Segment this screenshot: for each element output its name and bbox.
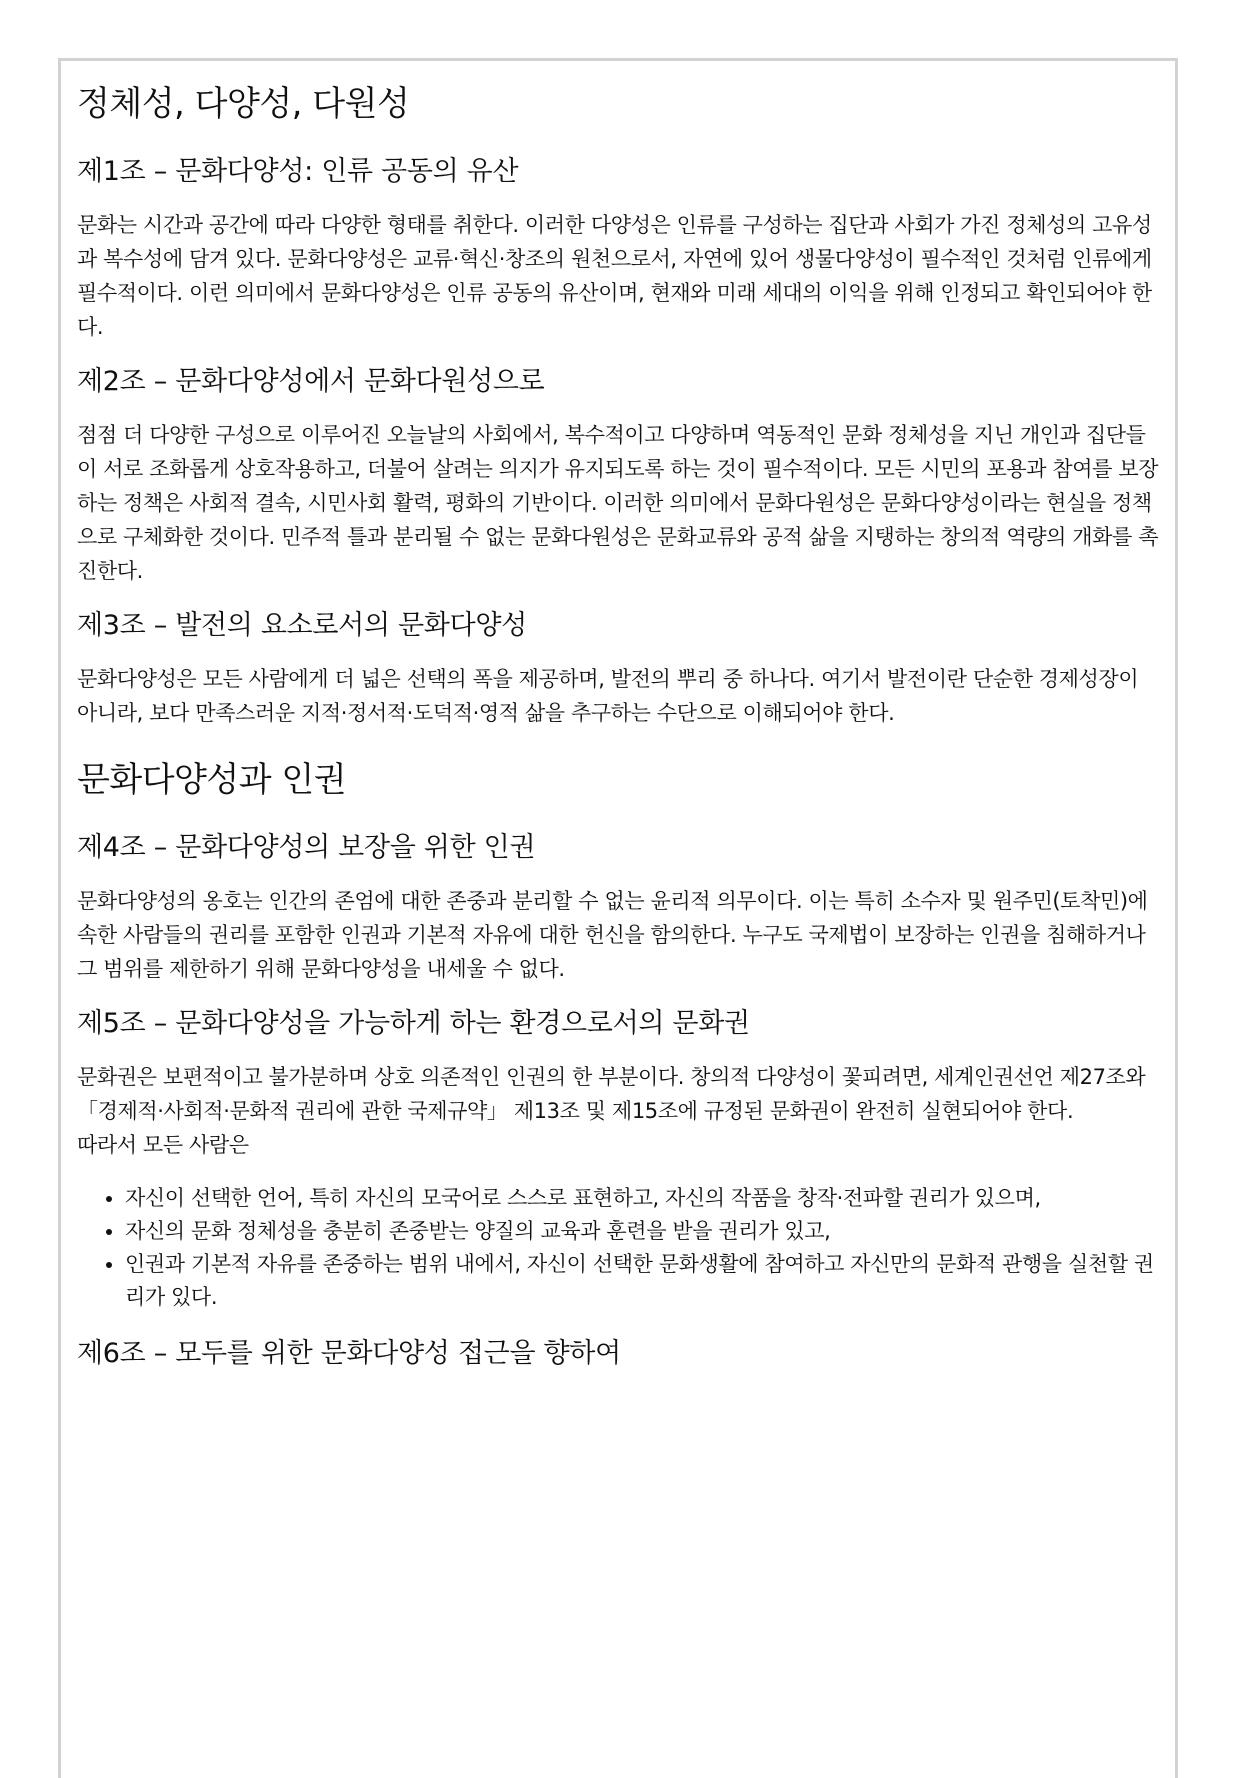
article-2-body: 점점 더 다양한 구성으로 이루어진 오늘날의 사회에서, 복수적이고 다양하며 역동적인 문화 정체성을 지닌 개인과 집단들이 서로 조화롭게 상호작용하고, 더불어 살려는 의지가 유지되도록 하는 것이 필수적이다. 모든 시민의 포용과 참여를 보장하는 정책은 사회적 결속, 시민사회 활력, 평화의 기반이다. 이러한 의미에서 문화다원성은 문화다양성이라는 현실을 정책으로 구체화한 것이다. 민주적 틀과 분리될 수 없는 문화다원성은 문화교류와 공적 삶을 지탱하는 창의적 역량의 개화를 촉진한다. (77, 423, 1159, 583)
article-4-body: 문화다양성의 옹호는 인간의 존엄에 대한 존중과 분리할 수 없는 윤리적 의무이다. 이는 특히 소수자 및 원주민(토착민)에 속한 사람들의 권리를 포함한 인권과 기본적 자유에 대한 헌신을 함의한다. 누구도 국제법이 보장하는 인권을 침해하거나 그 범위를 제한하기 위해 문화다양성을 내세울 수 없다. (77, 889, 1148, 981)
list-item: • 자신이 선택한 언어, 특히 자신의 모국어로 스스로 표현하고, 자신의 작품을 창작·전파할 권리가 있으며, (125, 1182, 1160, 1215)
article-5-heading: 제5조 – 문화다양성을 가능하게 하는 환경으로서의 문화권 (77, 1008, 750, 1039)
section-title-identity: 정체성, 다양성, 다원성 (77, 84, 410, 124)
article-1-heading: 제1조 – 문화다양성: 인류 공동의 유산 (77, 156, 519, 187)
article-5-body-block (77, 1060, 1160, 1162)
list-item: • 인권과 기본적 자유를 존중하는 범위 내에서, 자신이 선택한 문화생활에 참여하고 자신만의 문화적 관행을 실천할 권리가 있다. (125, 1248, 1160, 1314)
article-3-heading: 제3조 – 발전의 요소로서의 문화다양성 (77, 610, 527, 641)
article-2-heading: 제2조 – 문화다양성에서 문화다원성으로 (77, 366, 545, 397)
article-3-body: 문화다양성은 모든 사람에게 더 넓은 선택의 폭을 제공하며, 발전의 뿌리 중 하나다. 여기서 발전이란 단순한 경제성장이 아니라, 보다 만족스러운 지적·정서적·도덕적·영적 삶을 추구하는 수단으로 이해되어야 한다. (77, 667, 1139, 725)
article-6-heading: 제6조 – 모두를 위한 문화다양성 접근을 향하여 (77, 1338, 621, 1369)
article-5-rights-list (77, 1182, 1160, 1314)
section-title-human-rights: 문화다양성과 인권 (77, 760, 347, 800)
article-4-heading: 제4조 – 문화다양성의 보장을 위한 인권 (77, 832, 536, 863)
article-5-lead: 따라서 모든 사람은 (77, 1133, 249, 1157)
document-content (77, 80, 1160, 1390)
article-1-body: 문화는 시간과 공간에 따라 다양한 형태를 취한다. 이러한 다양성은 인류를 구성하는 집단과 사회가 가진 정체성의 고유성과 복수성에 담겨 있다. 문화다양성은 교류·혁신·창조의 원천으로서, 자연에 있어 생물다양성이 필수적인 것처럼 인류에게 필수적이다. 이런 의미에서 문화다양성은 인류 공동의 유산이며, 현재와 미래 세대의 이익을 위해 인정되고 확인되어야 한다. (77, 213, 1152, 339)
article-5-body: 문화권은 보편적이고 불가분하며 상호 의존적인 인권의 한 부분이다. 창의적 다양성이 꽃피려면, 세계인권선언 제27조와 「경제적·사회적·문화적 권리에 관한 국제규약」 제13조 및 제15조에 규정된 문화권이 완전히 실현되어야 한다. (77, 1065, 1146, 1123)
list-item: • 자신의 문화 정체성을 충분히 존중받는 양질의 교육과 훈련을 받을 권리가 있고, (125, 1215, 1160, 1248)
